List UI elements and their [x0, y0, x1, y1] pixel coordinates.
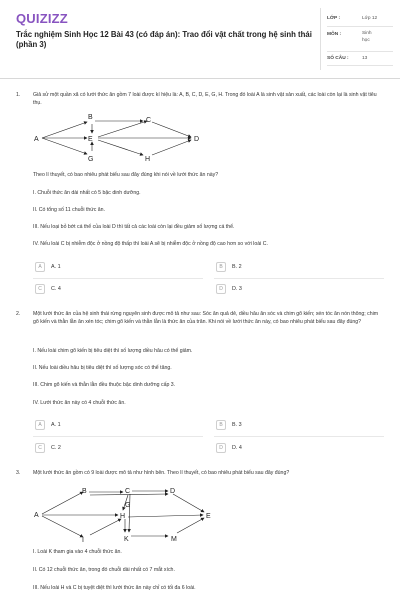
node-label: E — [206, 513, 211, 520]
question-count-label: SỐ CÂU : — [327, 56, 349, 61]
node-label: H — [145, 156, 151, 163]
node-label: K — [124, 536, 129, 543]
option-text: D. 4 — [232, 444, 242, 451]
node-label: C — [146, 117, 152, 124]
option-divider — [214, 436, 384, 437]
header-divider — [0, 78, 400, 79]
answer-option-b[interactable] — [216, 420, 366, 432]
option-text: B. 2 — [232, 263, 242, 270]
option-text: C. 2 — [51, 444, 61, 451]
node-label: D — [194, 136, 200, 143]
answer-option-a[interactable] — [35, 420, 185, 432]
food-web-diagram-2 — [30, 482, 220, 544]
meta-separator — [327, 65, 393, 66]
worksheet-title: Trắc nghiệm Sinh Học 12 Bài 43 (có đáp án): Trao đổi vật chất trong hệ sinh thái (phần 3) — [16, 30, 312, 49]
statement-item: I. Chuỗi thức ăn dài nhất có 5 bậc dinh dưỡng. — [33, 190, 141, 196]
question-text: Một lưới thức ăn của hệ sinh thái rừng nguyên sinh được mô tả như sau: Sóc ăn quả dẻ, diều hâu ăn sóc và chim gõ kiến; xén tóc ăn nón thông; chim gõ kiến và thằn lằn ăn xén tóc; chim gõ kiến và thằn lằn là thức ăn của trăn. Khi nói về lưới thức ăn này, có bao nhiêu phát biểu sau đây đúng? — [33, 311, 379, 325]
answer-option-d[interactable] — [216, 284, 366, 296]
question-number: 1. — [16, 92, 21, 98]
answer-option-c[interactable] — [35, 284, 185, 296]
option-letter-badge: C — [35, 284, 45, 294]
option-letter-badge: B — [216, 262, 226, 272]
worksheet-header — [0, 0, 400, 76]
statement-item: I. Loài K tham gia vào 4 chuỗi thức ăn. — [33, 549, 122, 555]
statement-item: II. Có 12 chuỗi thức ăn, trong đó chuỗi dài nhất có 7 mắt xích. — [33, 567, 175, 573]
grade-label: LỚP : — [327, 16, 341, 21]
option-text: C. 4 — [51, 285, 61, 292]
question-text: Một lưới thức ăn gồm có 9 loài được mô tả như hình bên. Theo lí thuyết, có bao nhiêu phát biểu sau đây đúng? — [33, 470, 290, 476]
node-label: M — [171, 536, 177, 543]
node-label: G — [88, 156, 94, 163]
node-label: C — [125, 488, 131, 495]
node-label: E — [88, 136, 93, 143]
option-letter-badge: D — [216, 443, 226, 453]
subject-label: MÔN : — [327, 32, 342, 37]
answer-option-d[interactable] — [216, 443, 366, 455]
option-text: D. 3 — [232, 285, 242, 292]
option-letter-badge: D — [216, 284, 226, 294]
meta-separator — [327, 51, 393, 52]
quizizz-logo: QUIZIZZ — [16, 11, 68, 26]
node-label: A — [34, 512, 39, 519]
meta-separator — [327, 26, 393, 27]
node-label: A — [34, 136, 39, 143]
question-prompt: Theo lí thuyết, có bao nhiêu phát biểu sau đây đúng khi nói về lưới thức ăn này? — [33, 172, 219, 178]
statement-item: I. Nếu loài chim gõ kiến bị tiêu diệt thì số lượng diều hâu có thể giảm. — [33, 348, 193, 354]
food-web-diagram-1 — [30, 110, 220, 166]
node-label: D — [170, 488, 176, 495]
statement-item: III. Nếu loại bỏ bớt cá thể của loài D thì tất cả các loài còn lại đều giảm số lượng cá thể. — [33, 224, 235, 230]
answer-option-b[interactable] — [216, 262, 366, 274]
option-divider — [33, 278, 203, 279]
statement-item: III. Nếu loài H và C bị tuyệt diệt thì lưới thức ăn này chỉ có tối đa 6 loài. — [33, 585, 196, 591]
node-label: G — [125, 502, 131, 509]
option-letter-badge: C — [35, 443, 45, 453]
node-label: I — [82, 537, 84, 544]
option-letter-badge: A — [35, 262, 45, 272]
answer-option-a[interactable] — [35, 262, 185, 274]
node-label: H — [120, 513, 126, 520]
option-divider — [214, 278, 384, 279]
statement-item: III. Chim gõ kiến và thằn lằn đều thuộc bậc dinh dưỡng cấp 3. — [33, 382, 176, 388]
option-letter-badge: B — [216, 420, 226, 430]
option-letter-badge: A — [35, 420, 45, 430]
meta-divider — [320, 8, 321, 70]
statement-item: IV. Lưới thức ăn này có 4 chuỗi thức ăn. — [33, 400, 126, 406]
question-number: 2. — [16, 311, 21, 317]
question-count-value: 13 — [362, 56, 368, 61]
question-number: 3. — [16, 470, 21, 476]
grade-value: Lớp 12 — [362, 16, 378, 21]
node-label: B — [88, 114, 93, 121]
option-divider — [33, 436, 203, 437]
answer-option-c[interactable] — [35, 443, 185, 455]
question-text: Giả sử một quần xã có lưới thức ăn gồm 7 loài được kí hiệu là: A, B, C, D, E, G, H. Trong đó loài A là sinh vật sản xuất, các loài còn lại là sinh vật tiêu thụ. — [33, 92, 377, 106]
statement-item: II. Nếu loài diều hâu bị tiêu diệt thì số lượng sóc có thể tăng. — [33, 365, 172, 371]
subject-value: Sinh học — [362, 31, 372, 43]
option-text: B. 3 — [232, 421, 242, 428]
statement-item: IV. Nếu loài C bị nhiễm độc ở nồng độ thấp thì loài A sẽ bị nhiễm độc ở nồng độ cao hơn so với loài C. — [33, 241, 268, 247]
option-text: A. 1 — [51, 421, 61, 428]
node-label: B — [82, 488, 87, 495]
option-text: A. 1 — [51, 263, 61, 270]
statement-item: II. Có tổng số 11 chuỗi thức ăn. — [33, 207, 106, 213]
